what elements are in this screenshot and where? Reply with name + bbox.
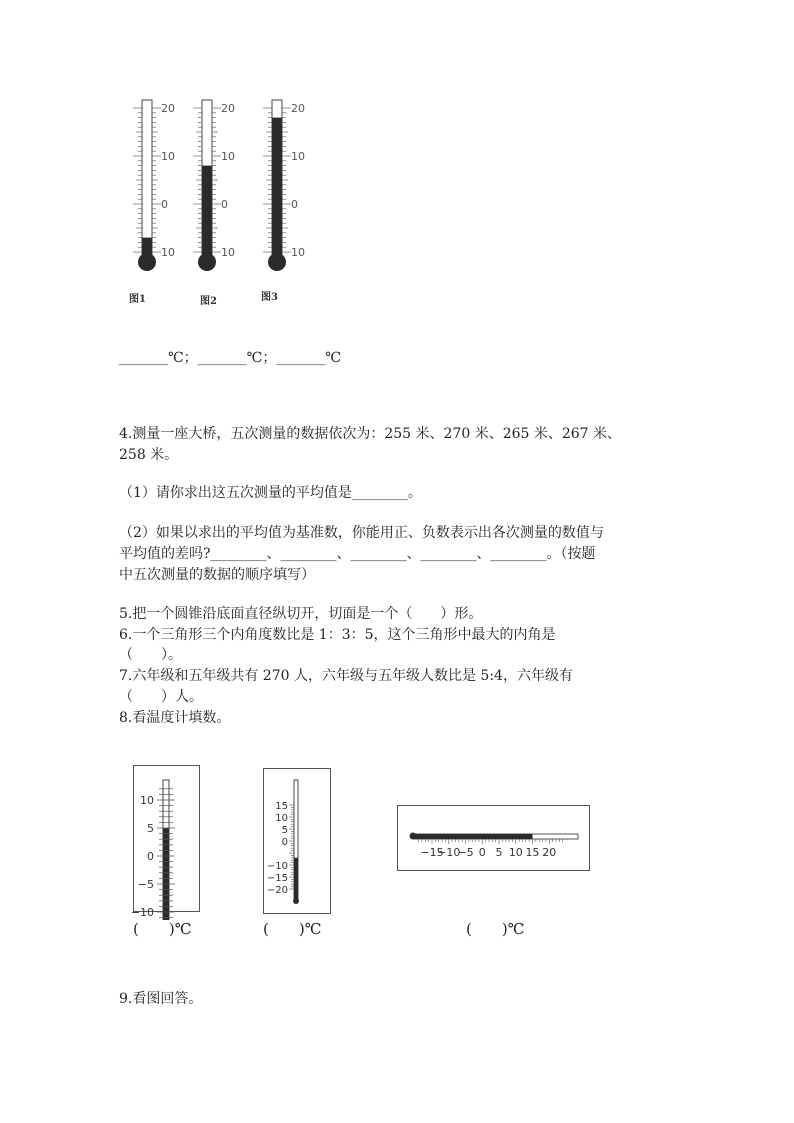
thermo-2-bulb bbox=[198, 253, 216, 271]
thermo-1-scale-label: 20 bbox=[161, 102, 175, 115]
q8-fig3-label: 0 bbox=[478, 846, 486, 859]
q8-fig3-label: 5 bbox=[495, 846, 503, 859]
q8-fig3-liquid bbox=[413, 834, 533, 839]
q8-fig2-label: 0 bbox=[281, 837, 288, 848]
q4-sub2-line3: 中五次测量的数据的顺序填写） bbox=[119, 567, 315, 583]
q8-title: 8.看温度计填数。 bbox=[119, 710, 231, 726]
thermo-1-scale-label: 10 bbox=[161, 150, 175, 163]
q8-fig2-label: 5 bbox=[281, 825, 288, 836]
q7-line1: 7.六年级和五年级共有 270 人，六年级与五年级人数比是 5:4，六年级有 bbox=[119, 668, 573, 684]
q8-fig3-label: −10 bbox=[437, 846, 461, 859]
q8-fig1-label: 5 bbox=[147, 822, 154, 835]
q8-fig2-label: −20 bbox=[266, 885, 288, 896]
thermo-1-scale-label: 10 bbox=[161, 246, 175, 259]
q8-answer-3: ( )℃ bbox=[466, 920, 525, 938]
thermometer-caption-1: 图1 bbox=[129, 294, 146, 305]
q8-fig2-label: −15 bbox=[266, 873, 288, 884]
thermo-2-liquid bbox=[202, 166, 212, 260]
thermo-3-scale-label: 0 bbox=[291, 198, 298, 211]
thermo-3-scale-label: 10 bbox=[291, 150, 305, 163]
q4-sub2-line2: 平均值的差吗?________、________、________、________、________。（按题 bbox=[119, 546, 596, 562]
thermo-1-scale-label: 0 bbox=[161, 198, 168, 211]
q8-answer-2: ( )℃ bbox=[263, 920, 322, 938]
q5-text: 5.把一个圆锥沿底面直径纵切开，切面是一个（ ）形。 bbox=[119, 606, 483, 622]
q8-fig2-label: 10 bbox=[275, 813, 288, 824]
q8-thermometers bbox=[130, 770, 600, 920]
q8-fig1-label: 10 bbox=[140, 794, 154, 807]
q8-fig1-label: −5 bbox=[137, 878, 154, 891]
q8-fig2-bulb bbox=[293, 898, 299, 904]
thermo-3-liquid bbox=[272, 118, 282, 260]
q8-fig2-label: 15 bbox=[275, 801, 288, 812]
thermo-1-bulb bbox=[138, 253, 156, 271]
thermometer-caption-3: 图3 bbox=[261, 292, 278, 303]
thermo-2-scale-label: 10 bbox=[221, 246, 235, 259]
thermo-3-scale-label: 10 bbox=[291, 246, 305, 259]
q8-fig2-liquid bbox=[294, 858, 298, 900]
q8-fig3-label: −5 bbox=[457, 846, 474, 859]
q4-stem-line2: 258 米。 bbox=[119, 447, 179, 463]
q7-line2: （ ）人。 bbox=[119, 689, 203, 705]
q8-fig3-label: 15 bbox=[525, 846, 540, 859]
thermo-1-tube bbox=[142, 100, 152, 260]
q8-fig3-label: 20 bbox=[542, 846, 557, 859]
thermometer-answer-line: _______℃；_______℃；_______℃ bbox=[119, 350, 341, 366]
q8-fig2-label: −10 bbox=[266, 861, 288, 872]
q6-line2: （ ）。 bbox=[119, 647, 182, 663]
q4-stem-line1: 4.测量一座大桥，五次测量的数据依次为：255 米、270 米、265 米、267 米、 bbox=[119, 426, 622, 442]
thermo-3-scale-label: 20 bbox=[291, 102, 305, 115]
q6-line1: 6.一个三角形三个内角度数比是 1：3：5，这个三角形中最大的内角是 bbox=[119, 627, 556, 643]
thermo-2-scale-label: 10 bbox=[221, 150, 235, 163]
q8-fig3-label: −15 bbox=[420, 846, 444, 859]
q9-text: 9.看图回答。 bbox=[119, 991, 203, 1007]
q4-sub2-line1: （2）如果以求出的平均值为基准数，你能用正、负数表示出各次测量的数值与 bbox=[119, 525, 604, 541]
top-thermometers-figure bbox=[110, 95, 340, 310]
thermometer-caption-2: 图2 bbox=[200, 296, 217, 307]
q8-fig3-label: 10 bbox=[508, 846, 523, 859]
q8-fig3-bulb bbox=[410, 833, 417, 840]
thermo-2-scale-label: 0 bbox=[221, 198, 228, 211]
q8-fig1-label: −10 bbox=[130, 906, 154, 919]
thermo-3-bulb bbox=[268, 253, 286, 271]
q8-answer-1: ( )℃ bbox=[133, 920, 192, 938]
q8-fig1-label: 0 bbox=[147, 850, 154, 863]
thermo-2-scale-label: 20 bbox=[221, 102, 235, 115]
q4-sub1: （1）请你求出这五次测量的平均值是________。 bbox=[119, 485, 422, 501]
